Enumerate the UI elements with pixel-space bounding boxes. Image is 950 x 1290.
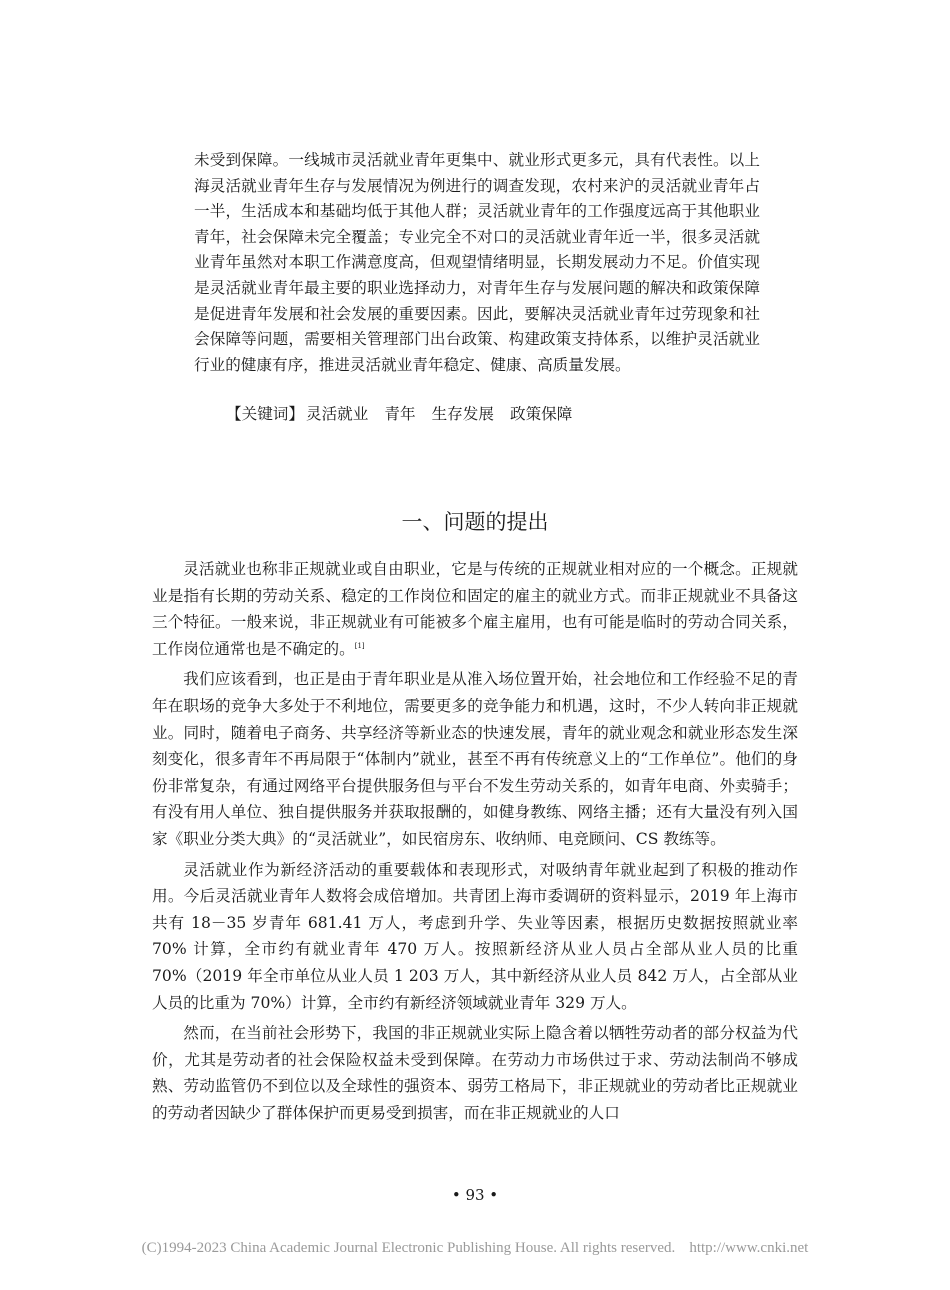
keyword-item: 灵活就业 bbox=[305, 405, 369, 423]
abstract-text: 未受到保障。一线城市灵活就业青年更集中、就业形式更多元，具有代表性。以上海灵活就业青年生存与发展情况为例进行的调查发现，农村来沪的灵活就业青年占一半，生活成本和基础均低于其他人群；灵活就业青年的工作强度远高于其他职业青年，社会保障未完全覆盖；专业完全不对口的灵活就业青年近一半，很多灵活就业青年虽然对本职工作满意度高，但观望情绪明显，长期发展动力不足。价值实现是灵活就业青年最主要的职业选择动力，对青年生存与发展问题的解决和政策保障是促进青年发展和社会发展的重要因素。因此，要解决灵活就业青年过劳现象和社会保障等问题，需要相关管理部门出台政策、构建政策支持体系，以维护灵活就业行业的健康有序，推进灵活就业青年稳定、健康、高质量发展。 bbox=[194, 151, 760, 374]
body-text bbox=[152, 556, 798, 1130]
footer bbox=[0, 1240, 950, 1257]
abstract-continuation bbox=[194, 148, 760, 378]
copyright-notice: (C)1994-2023 China Academic Journal Electronic Publishing House. All rights reserved. bbox=[141, 1240, 676, 1256]
keyword-item: 青年 bbox=[384, 405, 416, 423]
section-heading: 一、问题的提出 bbox=[401, 510, 549, 534]
paragraph-4: 然而，在当前社会形势下，我国的非正规就业实际上隐含着以牺牲劳动者的部分权益为代价，尤其是劳动者的社会保险权益未受到保障。在劳动力市场供过于求、劳动法制尚不够成熟、劳动监管仍不到位以及全球性的强资本、弱劳工格局下，非正规就业的劳动者比正规就业的劳动者因缺少了群体保护而更易受到损害，而在非正规就业的人口 bbox=[152, 1024, 798, 1122]
keywords-line bbox=[226, 402, 766, 428]
keyword-item: 生存发展 bbox=[431, 405, 494, 423]
keyword-item: 政策保障 bbox=[509, 405, 573, 423]
page-number: • 93 • bbox=[451, 1186, 499, 1204]
footer-url[interactable]: http://www.cnki.net bbox=[689, 1240, 809, 1256]
keywords-label: 【关键词】 bbox=[226, 405, 304, 423]
paragraph-3: 灵活就业作为新经济活动的重要载体和表现形式，对吸纳青年就业起到了积极的推动作用。今后灵活就业青年人数将会成倍增加。共青团上海市委调研的资料显示，2019 年上海市共有 18－35 岁青年 681.41 万人，考虑到升学、失业等因素，根据历史数据按照就业率 70% 计算，全市约有就业青年 470 万人。按照新经济从业人员占全部从业人员的比重 70%（2019 年全市单位从业人员 1 203 万人，其中新经济从业人员 842 万人，占全部从业人员的比重为 70%）计算，全市约有新经济领域就业青年 329 万人。 bbox=[152, 860, 798, 1012]
paragraph-1 bbox=[152, 556, 798, 662]
paragraph-2: 我们应该看到，也正是由于青年职业是从准入场位置开始，社会地位和工作经验不足的青年在职场的竞争大多处于不利地位，需要更多的竞争能力和机遇，这时，不少人转向非正规就业。同时，随着电子商务、共享经济等新业态的快速发展，青年的就业观念和就业形态发生深刻变化，很多青年不再局限于“体制内”就业，甚至不再有传统意义上的“工作单位”。他们的身份非常复杂，有通过网络平台提供服务但与平台不发生劳动关系的，如青年电商、外卖骑手；有没有用人单位、独自提供服务并获取报酬的，如健身教练、网络主播；还有大量没有列入国家《职业分类大典》的“灵活就业”，如民宿房东、收纳师、电竞顾问、CS 教练等。 bbox=[152, 670, 798, 848]
footnote-marker[interactable]: [1] bbox=[354, 641, 365, 650]
paragraph-text: 灵活就业也称非正规就业或自由职业，它是与传统的正规就业相对应的一个概念。正规就业是指有长期的劳动关系、稳定的工作岗位和固定的雇主的就业方式。而非正规就业不具备这三个特征。一般来说，非正规就业有可能被多个雇主雇用，也有可能是临时的劳动合同关系，工作岗位通常也是不确定的。 bbox=[152, 560, 798, 658]
